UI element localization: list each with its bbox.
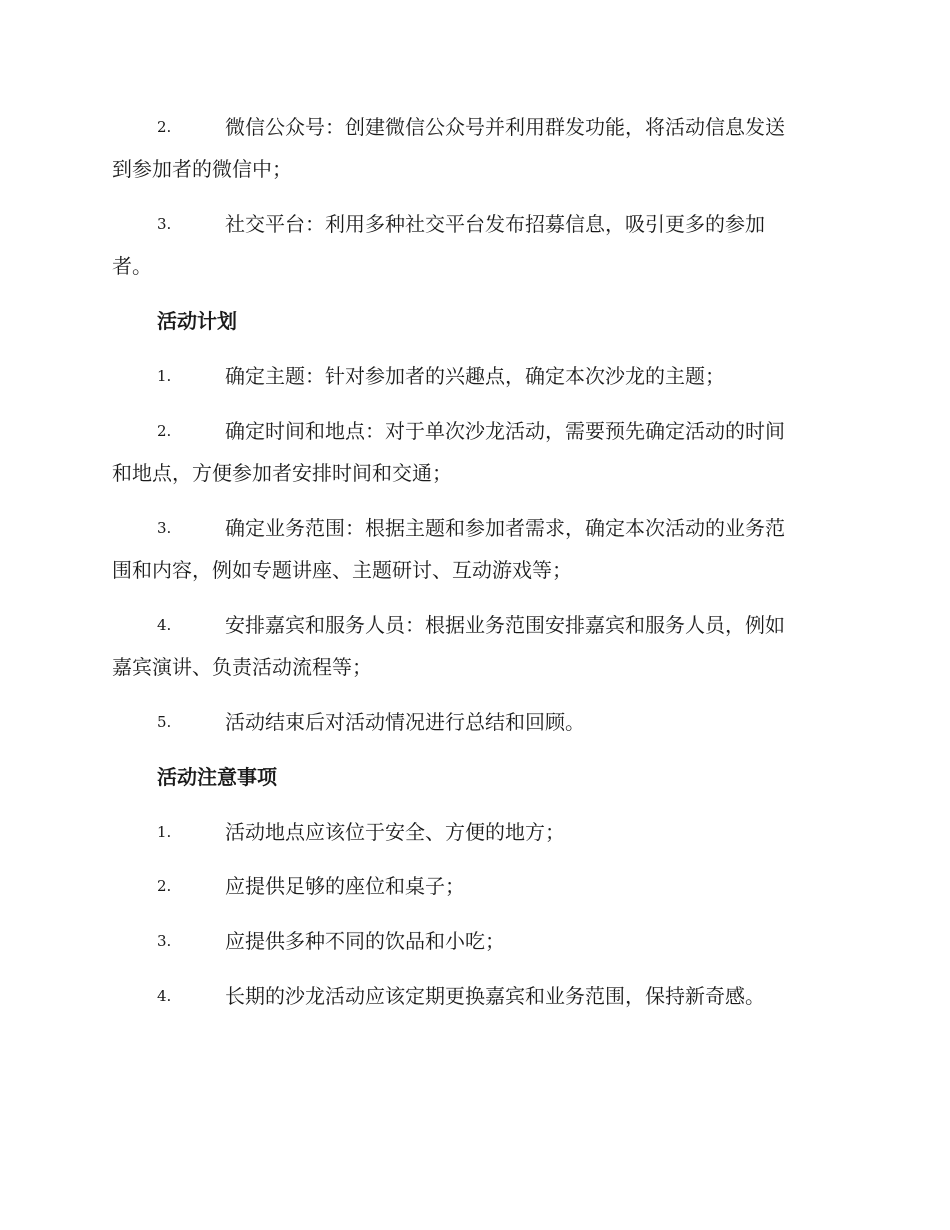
list-number: 4. — [157, 987, 172, 1005]
list-item-recruit-3 — [112, 203, 834, 287]
list-number: 3. — [157, 932, 172, 950]
list-text-continuation: 围和内容，例如专题讲座、主题研讨、互动游戏等； — [112, 558, 572, 582]
list-item-notes-4 — [112, 975, 834, 1017]
list-text: 确定时间和地点：对于单次沙龙活动，需要预先确定活动的时间 — [225, 419, 785, 443]
list-text-continuation: 者。 — [112, 254, 152, 278]
list-text: 活动地点应该位于安全、方便的地方； — [225, 820, 565, 844]
section-heading-plan: 活动计划 — [157, 309, 237, 333]
list-text: 安排嘉宾和服务人员：根据业务范围安排嘉宾和服务人员，例如 — [225, 613, 785, 637]
list-number: 5. — [157, 713, 172, 731]
list-text: 社交平台：利用多种社交平台发布招募信息，吸引更多的参加 — [225, 212, 765, 236]
list-number: 3. — [157, 215, 172, 233]
list-item-plan-4 — [112, 604, 834, 688]
list-text: 活动结束后对活动情况进行总结和回顾。 — [225, 710, 585, 734]
list-number: 2. — [157, 422, 172, 440]
list-item-notes-1 — [112, 811, 834, 853]
list-text-continuation: 到参加者的微信中； — [112, 157, 292, 181]
list-number: 1. — [157, 823, 172, 841]
list-item-recruit-2 — [112, 106, 834, 190]
list-item-plan-2 — [112, 410, 834, 494]
list-text: 微信公众号：创建微信公众号并利用群发功能，将活动信息发送 — [225, 115, 785, 139]
list-item-notes-3 — [112, 920, 834, 962]
list-item-plan-3 — [112, 507, 834, 591]
list-text: 确定业务范围：根据主题和参加者需求，确定本次活动的业务范 — [225, 516, 785, 540]
list-text: 应提供足够的座位和桌子； — [225, 874, 465, 898]
list-item-notes-2 — [112, 865, 834, 907]
list-number: 1. — [157, 367, 172, 385]
list-number: 3. — [157, 519, 172, 537]
list-text-continuation: 和地点，方便参加者安排时间和交通； — [112, 461, 452, 485]
list-text: 长期的沙龙活动应该定期更换嘉宾和业务范围，保持新奇感。 — [225, 984, 765, 1008]
list-item-plan-5 — [112, 701, 834, 743]
list-item-plan-1 — [112, 355, 834, 397]
list-number: 4. — [157, 616, 172, 634]
list-text-continuation: 嘉宾演讲、负责活动流程等； — [112, 655, 372, 679]
list-text: 确定主题：针对参加者的兴趣点，确定本次沙龙的主题； — [225, 364, 725, 388]
list-number: 2. — [157, 877, 172, 895]
section-heading-notes: 活动注意事项 — [157, 765, 277, 789]
list-text: 应提供多种不同的饮品和小吃； — [225, 929, 505, 953]
list-number: 2. — [157, 118, 172, 136]
